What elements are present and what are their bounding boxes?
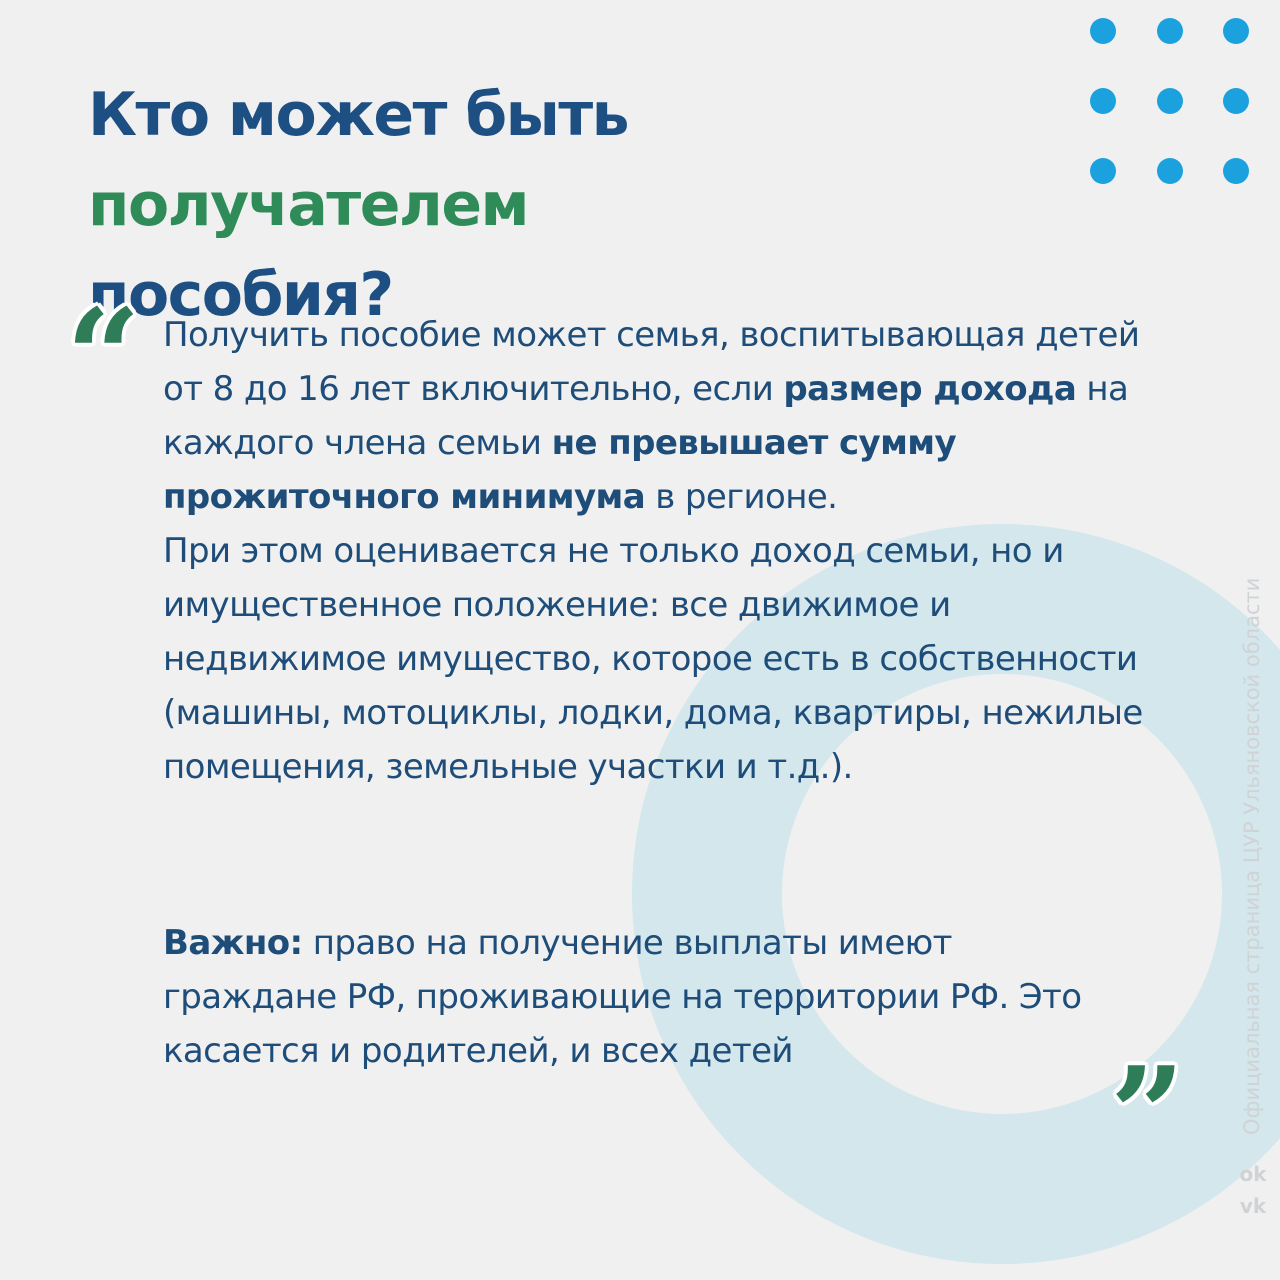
- important-note: [163, 916, 1123, 1078]
- title-part2: пособия?: [88, 260, 393, 330]
- dot: [1157, 18, 1183, 44]
- title-accent: получателем: [88, 170, 529, 240]
- body-text-2: на каждого члена семьи: [163, 369, 1129, 463]
- dot: [1090, 88, 1116, 114]
- dot: [1157, 158, 1183, 184]
- title-part1: Кто может быть: [88, 80, 629, 150]
- dot: [1090, 18, 1116, 44]
- body-property-paragraph: При этом оценивается не только доход семьи, но и имущественное положение: все движимое и недвижимое имущество, которое есть в собственности (машины, мотоциклы, лодки, дома, квартиры, нежилые помещения, земельные участки и т.д.).: [163, 531, 1143, 787]
- main-paragraph: [163, 308, 1173, 794]
- dot: [1157, 88, 1183, 114]
- body-text-3: в регионе.: [645, 477, 838, 517]
- important-text: право на получение выплаты имеют граждане РФ, проживающие на территории РФ. Это касается и родителей, и всех детей: [163, 923, 1082, 1071]
- close-quote-icon: ”: [1110, 1038, 1185, 1191]
- page-title: [88, 70, 1048, 340]
- dot: [1223, 158, 1249, 184]
- dot: [1090, 158, 1116, 184]
- dot: [1223, 88, 1249, 114]
- open-quote-icon: “: [66, 280, 141, 433]
- ok-icon: ok: [1239, 1162, 1267, 1186]
- body-bold-minimum: не превышает сумму прожиточного минимума: [163, 423, 957, 517]
- body-bold-income: размер дохода: [783, 369, 1077, 409]
- dot: [1223, 18, 1249, 44]
- vk-icon: vk: [1239, 1194, 1267, 1218]
- body-text-1: Получить пособие может семья, воспитывающая детей от 8 до 16 лет включительно, если: [163, 315, 1140, 409]
- dot-grid-decoration: [1090, 18, 1250, 188]
- watermark-text: Официальная страница ЦУР Ульяновской области: [1240, 577, 1264, 1135]
- social-icons: [1238, 1158, 1268, 1222]
- important-label: Важно:: [163, 923, 303, 963]
